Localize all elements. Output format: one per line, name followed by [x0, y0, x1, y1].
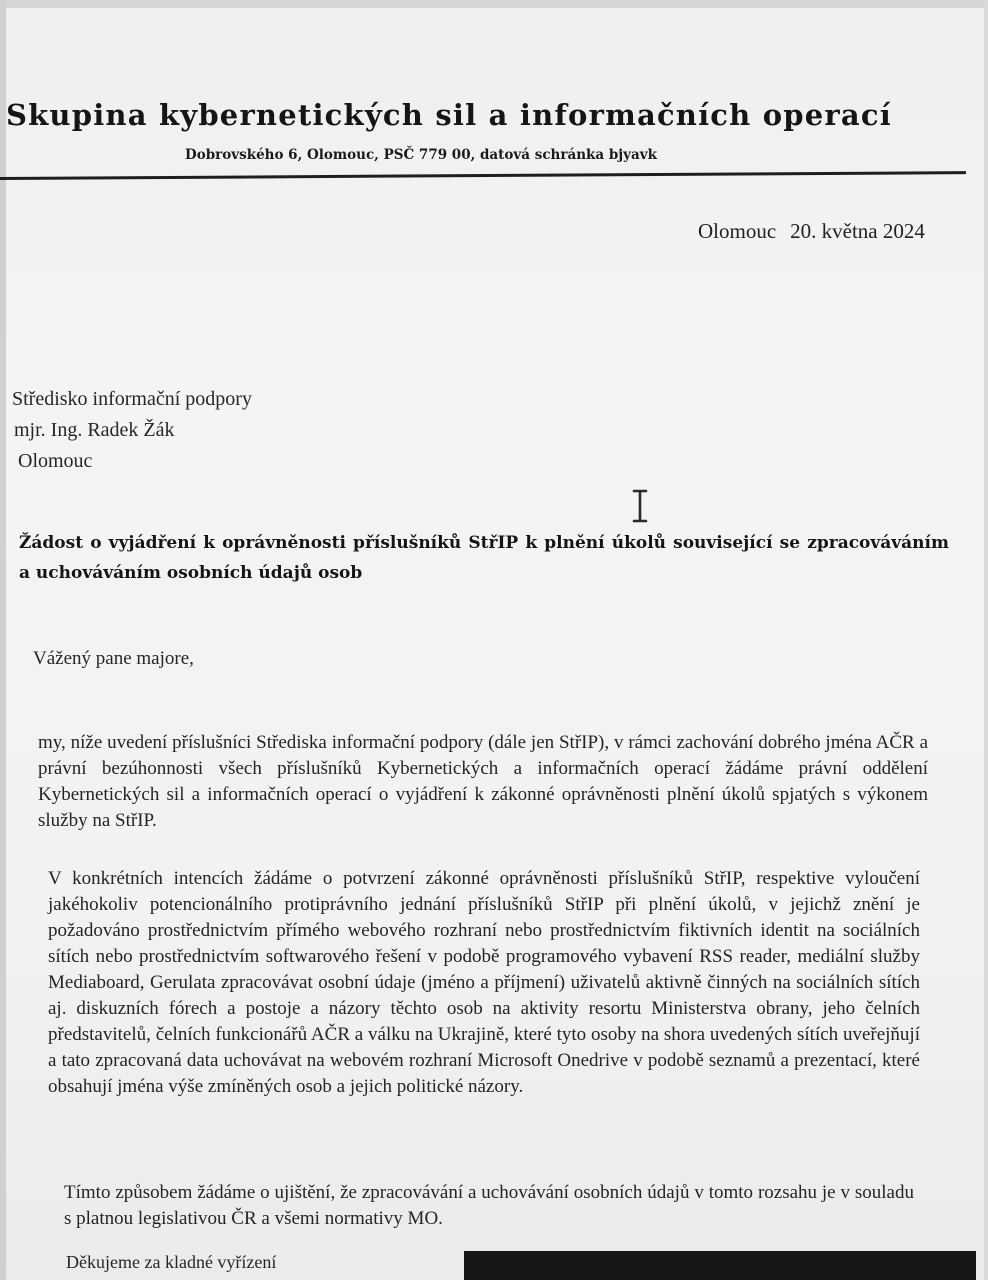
- date-place: Olomouc: [698, 219, 777, 243]
- photo-edge-right: [984, 0, 988, 1280]
- recipient-person: mjr. Ing. Radek Žák: [14, 419, 175, 441]
- recipient-city: Olomouc: [18, 450, 93, 472]
- photo-edge-left: [0, 0, 6, 1280]
- letter-subject: Žádost o vyjádření k oprávněnosti příslušníků StřIP k plnění úkolů související se zpracováváním a uchováváním osobních údajů osob: [19, 533, 949, 583]
- date-value: 20. května 2024: [790, 219, 925, 243]
- body-paragraph-2: V konkrétních intencích žádáme o potvrzení zákonné oprávněnosti příslušníků StřIP, respektive vyloučení jakéhokoliv potencionálního protiprávního jednání příslušníků StřIP při plnění úkolů, v jejichž znění je požadováno prostřednictvím přímého webového rozhraní nebo prostřednictvím fiktivních identit na sociálních sítích nebo prostřednictvím softwarového řešení v podobě programového vybavení RSS reader, mediální služby Mediaboard, Gerulata zpracovávat osobní údaje (jméno a příjmení) uživatelů aktivně činných na sociálních sítích aj. diskuzních fórech a postoje a názory těchto osob na aktivity resortu Ministerstva obrany, jeho čelních představitelů, čelních funkcionářů AČR a válku na Ukrajině, které tyto osoby na shora uvedených sítích uveřejňují a tato zpracovaná data uchovávat na webovém rozhraní Microsoft Onedrive v podobě seznamů a prezentací, které obsahují jména výše zmíněných osob a jejich politické názory.: [48, 868, 920, 1097]
- photo-edge-top: [0, 0, 988, 8]
- body-paragraph-1: my, níže uvedení příslušníci Střediska informační podpory (dále jen StřIP), v rámci zachování dobrého jména AČR a právní bezúhonnosti všech příslušníků Kybernetických a informačních operací žádáme právní oddělení Kybernetických sil a informačních operací o vyjádření k zákonné oprávněnosti plnění úkolů spjatých s výkonem služby na StřIP.: [38, 732, 928, 831]
- redaction-bar: [464, 1251, 976, 1280]
- recipient-department: Středisko informační podpory: [12, 388, 252, 410]
- body-paragraph-3: Tímto způsobem žádáme o ujištění, že zpracovávání a uchovávání osobních údajů v tomto rozsahu je v souladu s platnou legislativou ČR a všemi normativy MO.: [64, 1182, 914, 1229]
- recipient-block: [12, 384, 252, 477]
- date-line: [698, 219, 925, 244]
- letterhead-address: Dobrovského 6, Olomouc, PSČ 779 00, datová schránka bjyavk: [185, 147, 657, 163]
- closing-line: Děkujeme za kladné vyřízení: [66, 1252, 277, 1272]
- text-cursor-icon: [630, 488, 650, 524]
- letterhead-divider: [0, 171, 966, 180]
- letterhead-organization: Skupina kybernetických sil a informačních operací: [6, 98, 892, 132]
- salutation: Vážený pane majore,: [33, 648, 194, 669]
